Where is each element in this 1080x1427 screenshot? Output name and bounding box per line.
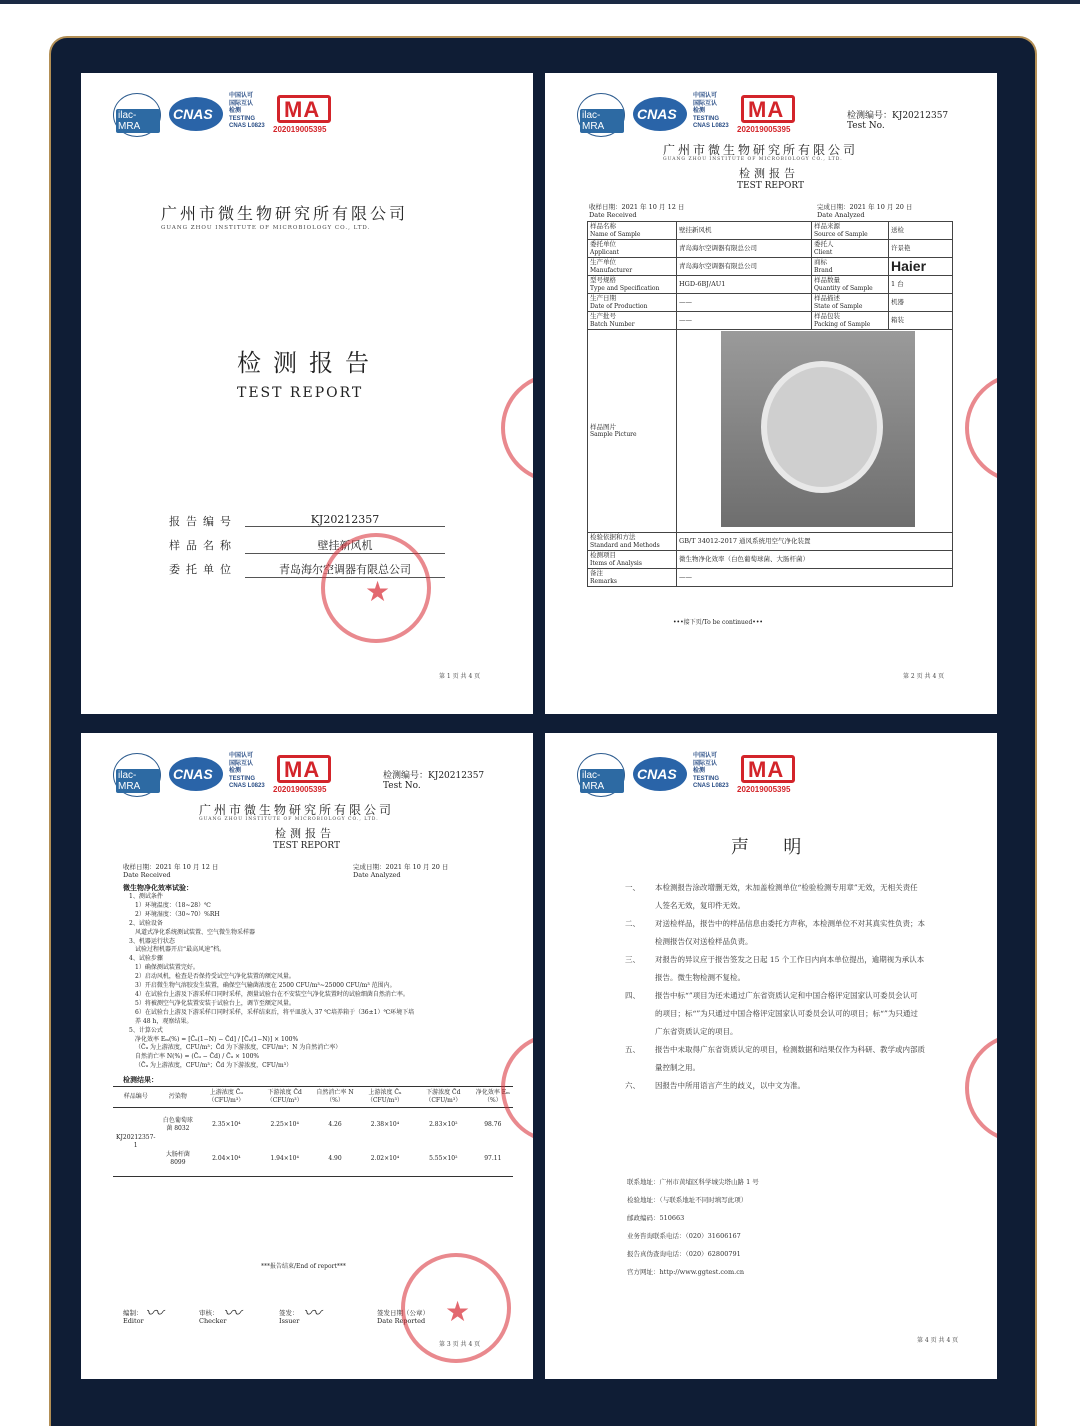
sig-checker: 审核： Checker xyxy=(199,1309,227,1325)
report-title: 检测报告 xyxy=(237,349,381,377)
end-note: ***报告结束/End of report*** xyxy=(261,1263,346,1270)
procedure-line: 1）环境温度：（18~28）℃ xyxy=(135,901,211,909)
picture-row: 样品图片 Sample Picture xyxy=(588,330,953,533)
date-analyzed: 完成日期：2021 年 10 月 20 日 Date Analyzed xyxy=(817,203,913,219)
cnas-caption: 中国认可 国际互认 检测 TESTING CNAS L0823 xyxy=(693,93,729,129)
ilac-mra-logo: ilac-MRA xyxy=(577,93,625,137)
page-number: 第 4 页 共 4 页 xyxy=(917,1337,959,1344)
procedure-line: 净化效率 Eₘ(%) = [C̄ᵤ(1−N) − C̄d] / [C̄ᵤ(1−N)] × 100% xyxy=(135,1035,299,1043)
certification-logos xyxy=(113,753,413,801)
cma-logo: MA 202019005395 xyxy=(737,755,799,797)
report-page-statement xyxy=(545,733,997,1379)
table-cell: 4.26 xyxy=(328,1121,342,1128)
table-header: 下游浓度 C̄d （CFU/m³） xyxy=(266,1089,303,1104)
procedure-line: 试验过程机器开启“最高风速”档。 xyxy=(135,946,226,954)
results-label: 检测结果： xyxy=(123,1075,158,1084)
cnas-logo: CNAS xyxy=(169,757,223,791)
end-note: •••接下页/To be continued••• xyxy=(673,619,763,626)
info-row: 委托单位 Applicant 青岛海尔空调器有限总公司 委托人 Client 许景艳 xyxy=(588,240,953,258)
table-cell: 2.02×10⁴ xyxy=(370,1155,400,1162)
procedure-line: （C̄ᵤ 为上游浓度，CFU/m³；C̄d 为下游浓度，CFU/m³） xyxy=(135,1062,293,1070)
subtitle-en: TEST REPORT xyxy=(273,841,341,851)
info-row: 生产单位 Manufacturer 青岛海尔空调器有限总公司 商标 Brand Haier xyxy=(588,258,953,276)
procedure-line: 4、试验步骤 xyxy=(129,955,163,963)
statement-item: 三、 对报告的异议应于报告签发之日起 15 个工作日内向本单位提出，逾期视为承认本报告。微生物检测不复检。 xyxy=(625,955,925,982)
table-cell: 2.25×10⁴ xyxy=(270,1121,299,1128)
contact-line: 检验地址：（与联系地址不同时填写此项） xyxy=(627,1196,748,1204)
ilac-mra-logo: ilac-MRA xyxy=(577,753,625,797)
table-cell: 2.04×10⁴ xyxy=(212,1155,241,1162)
statement-title: 声 明 xyxy=(731,837,802,858)
sample-info-table xyxy=(587,221,953,587)
procedure-line: 3）开启微生物气溶胶发生装置，确保空气输菌浓度在 2500 CFU/m³~25000 CFU/m³ 范围内。 xyxy=(135,982,396,990)
institute-name-en: GUANG ZHOU INSTITUTE OF MICROBIOLOGY CO., LTD. xyxy=(199,817,379,822)
table-row: KJ20212357-1 白色葡萄球菌 8032 2.35×10⁴ 2.25×10⁴ 4.26 2.38×10⁴ 2.83×10² 98.76 xyxy=(113,1108,513,1143)
procedure-line: 6）在试验台上游及下游采样口同时采样，采样结束后，将平皿放入 37 ℃培养箱于（36±1）℃环境下培 xyxy=(135,1008,415,1016)
table-cell: 大肠杆菌 8099 xyxy=(165,1151,190,1166)
test-procedure xyxy=(129,893,515,1071)
table-cell: 白色葡萄球菌 8032 xyxy=(162,1117,193,1132)
cma-logo: MA 202019005395 xyxy=(273,755,335,797)
procedure-line: 1、测试条件 xyxy=(129,893,163,900)
table-header: 净化效率 Eₘ （%） xyxy=(475,1089,510,1104)
institute-name-en: GUANG ZHOU INSTITUTE OF MICROBIOLOGY CO., LTD. xyxy=(663,157,843,162)
page-number: 第 3 页 共 4 页 xyxy=(439,1341,481,1348)
table-header: 污染物 xyxy=(168,1093,187,1100)
official-seal: ★ xyxy=(321,533,431,643)
seam-seal xyxy=(965,1033,997,1143)
seam-seal xyxy=(965,373,997,483)
field-report-no: 报告编号 KJ20212357 xyxy=(169,513,449,537)
info-row: 备注 Remarks —— xyxy=(588,569,953,587)
table-cell: 98.76 xyxy=(484,1121,502,1128)
info-row: 生产日期 Date of Production —— 样品描述 State of Sample 机器 xyxy=(588,294,953,312)
editor-signature: 〰 xyxy=(145,1303,163,1324)
cnas-logo: CNAS xyxy=(633,97,687,131)
test-no-en: Test No. xyxy=(383,781,421,791)
subtitle: 检测报告 xyxy=(275,827,335,840)
ilac-mra-logo: ilac-MRA xyxy=(113,753,161,797)
seam-seal xyxy=(501,373,533,483)
cma-logo: MA 202019005395 xyxy=(273,95,335,137)
table-cell: 2.83×10² xyxy=(429,1121,458,1128)
institute-name: 广州市微生物研究所有限公司 xyxy=(161,204,409,223)
procedure-line: 5、计算公式 xyxy=(129,1026,163,1034)
sample-photo xyxy=(721,331,915,527)
procedure-line: 养 48 h，观察结果。 xyxy=(135,1017,193,1025)
date-analyzed: 完成日期：2021 年 10 月 20 日 Date Analyzed xyxy=(353,863,449,879)
procedure-line: 2、试验设备 xyxy=(129,919,163,927)
official-seal: ★ xyxy=(401,1253,511,1363)
table-header: 上游浓度 C̄ᵤ （CFU/m³） xyxy=(208,1089,245,1104)
table-header: 样品编号 xyxy=(123,1093,148,1100)
statement-items xyxy=(625,879,925,1095)
cnas-caption: 中国认可 国际互认 检测 TESTING CNAS L0823 xyxy=(693,753,729,789)
info-row: 生产批号 Batch Number —— 样品包装 Packing of Sample 箱装 xyxy=(588,312,953,330)
table-cell: 2.38×10⁴ xyxy=(370,1121,400,1128)
table-header: 上游浓度 C̄ᵤ （CFU/m³） xyxy=(366,1089,403,1104)
procedure-line: 5）将被测空气净化装置安装于试验台上，调节至额定风量。 xyxy=(135,999,295,1007)
info-row: 样品名称 Name of Sample 壁挂新风机 样品来源 Source of Sample 送检 xyxy=(588,222,953,240)
test-no: 检测编号：KJ20212357 xyxy=(383,771,485,781)
report-page-cover xyxy=(81,73,533,714)
sig-editor: 编制： Editor xyxy=(123,1309,144,1325)
statement-item: 四、 报告中标“”项目为还未通过广东省资质认定和中国合格评定国家认可委员会认可的项目；标“”为只通过中国合格评定国家认可委员会认可的项目；标“”为只通过广东省资质认定的项目。 xyxy=(625,991,918,1036)
statement-item: 二、 对送检样品，报告中的样品信息由委托方声称，本检测单位不对其真实性负责；本检测报告仅对送检样品负责。 xyxy=(625,919,925,946)
certification-logos xyxy=(113,93,413,141)
contact-line: 邮政编码：510663 xyxy=(627,1214,685,1222)
contact-line: 业务咨询联系电话：（020）31606167 xyxy=(627,1232,741,1240)
subtitle-en: TEST REPORT xyxy=(737,181,805,191)
contact-line: 报告真伪查询电话：（020）62800791 xyxy=(627,1250,741,1258)
table-cell: 1.94×10⁴ xyxy=(270,1155,299,1162)
date-received: 收样日期：2021 年 10 月 12 日 Date Received xyxy=(589,203,685,219)
procedure-line: （C̄ᵤ 为上游浓度，CFU/m³；C̄d 为下游浓度，CFU/m³；N 为自然消亡率） xyxy=(135,1044,342,1052)
issuer-signature: 〰 xyxy=(303,1303,321,1324)
contact-info xyxy=(627,1173,759,1281)
sig-issuer: 签发： Issuer xyxy=(279,1309,300,1325)
procedure-line: 4）在试验台上游及下游采样口同时采样，测量试验台在不安装空气净化装置时的试验细菌自然消亡率。 xyxy=(135,990,409,998)
info-row: 检验依据和方法 Standard and Methods GB/T 34012-2017 通风系统用空气净化装置 xyxy=(588,533,953,551)
field-sample-name: 样品名称 壁挂新风机 xyxy=(169,537,449,561)
procedure-line: 2）启动风机，检查是否保持受试空气净化装置的额定风量。 xyxy=(135,973,295,981)
report-title-en: TEST REPORT xyxy=(237,385,364,401)
certification-logos xyxy=(577,753,877,801)
checker-signature: 〰 xyxy=(223,1303,241,1324)
ilac-mra-logo: ilac-MRA xyxy=(113,93,161,137)
contact-line: 联系地址：广州市黄埔区科学城尖塔山路 1 号 xyxy=(627,1178,759,1186)
table-cell: 5.55×10² xyxy=(429,1155,458,1162)
procedure-line: 1）确保测试装置完好。 xyxy=(135,964,199,972)
table-cell: 2.35×10⁴ xyxy=(212,1121,241,1128)
date-received: 收样日期：2021 年 10 月 12 日 Date Received xyxy=(123,863,219,879)
subtitle: 检测报告 xyxy=(739,167,799,180)
results-table xyxy=(113,1086,513,1177)
section-title: 微生物净化效率试验： xyxy=(123,883,193,892)
info-row: 检测项目 Items of Analysis 微生物净化效率（白色葡萄球菌、大肠杆菌） xyxy=(588,551,953,569)
sig-date: 签发日期（公章） Date Reported xyxy=(377,1309,429,1325)
table-row xyxy=(113,1142,513,1177)
procedure-line: 2）环境湿度：（30~70）%RH xyxy=(135,910,220,918)
field-client: 委托单位 青岛海尔空调器有限总公司 xyxy=(169,561,449,585)
page-number: 第 2 页 共 4 页 xyxy=(903,673,945,680)
table-cell: 4.90 xyxy=(328,1155,342,1162)
test-no: 检测编号：KJ20212357 xyxy=(847,111,949,121)
contact-line: 官方网址：http://www.ggtest.com.cn xyxy=(627,1268,745,1276)
info-row: 型号规格 Type and Specification HGD-6BJ/AU1 样品数量 Quantity of Sample 1 台 xyxy=(588,276,953,294)
procedure-line: 3、机器运行状态 xyxy=(129,937,175,945)
test-no-en: Test No. xyxy=(847,121,885,131)
statement-item: 一、 本检测报告涂改增删无效，未加盖检测单位“检验检测专用章”无效，无相关责任人签名无效，复印件无效。 xyxy=(625,883,918,910)
cnas-caption: 中国认可 国际互认 检测 TESTING CNAS L0823 xyxy=(229,93,265,129)
table-header: 下游浓度 C̄d （CFU/m³） xyxy=(425,1089,462,1104)
cma-logo: MA 202019005395 xyxy=(737,95,799,137)
report-page-results xyxy=(81,733,533,1379)
procedure-line: 风道式净化系统测试装置、空气微生物采样器 xyxy=(135,928,256,936)
top-bar xyxy=(0,0,1080,4)
statement-item: 五、 报告中未取得广东省资质认定的项目，检测数据和结果仅作为科研、教学或内部质量控制之用。 xyxy=(625,1045,925,1072)
institute-name-en: GUANG ZHOU INSTITUTE OF MICROBIOLOGY CO., LTD. xyxy=(161,225,371,231)
page-number: 第 1 页 共 4 页 xyxy=(439,673,481,680)
table-header: 自然消亡率 N （%） xyxy=(316,1089,354,1104)
cnas-logo: CNAS xyxy=(169,97,223,131)
cnas-caption: 中国认可 国际互认 检测 TESTING CNAS L0823 xyxy=(229,753,265,789)
certification-logos xyxy=(577,93,877,141)
table-cell: 97.11 xyxy=(484,1155,502,1162)
institute-name: 广州市微生物研究所有限公司 xyxy=(199,803,395,817)
institute-name: 广州市微生物研究所有限公司 xyxy=(663,143,859,157)
statement-item: 六、 因报告中所用语言产生的歧义，以中文为准。 xyxy=(625,1081,805,1090)
report-page-info xyxy=(545,73,997,714)
procedure-line: 自然消亡率 N(%) = (C̄ᵤ − C̄d) / C̄ᵤ × 100% xyxy=(135,1053,260,1061)
cnas-logo: CNAS xyxy=(633,757,687,791)
